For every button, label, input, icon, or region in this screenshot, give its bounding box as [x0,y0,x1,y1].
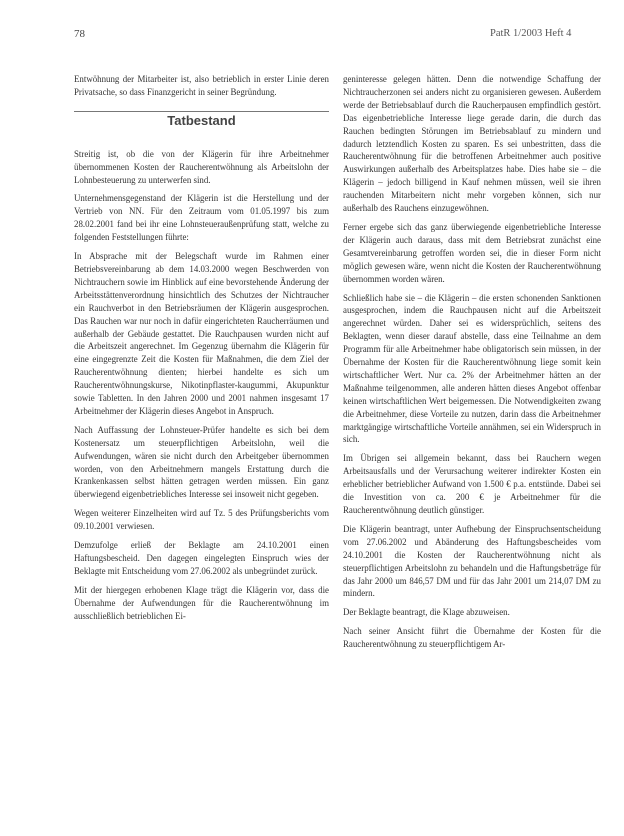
paragraph: geninteresse gelegen hätten. Denn die notwendige Schaffung der Nichtraucherzonen sei anders nicht zu organisieren gewesen. Außerdem werde der Betriebsablauf durch die Raucherpausen empfindlich gestört. Das eigenbetriebliche Interesse liege gerade darin, die durch das Rauchen bedingten Störungen im Betriebsablauf zu mindern und dadurch letztendlich Kosten zu sparen. Es sei unbestritten, dass die Raucherentwöhnung für die betroffenen Arbeitnehmer auch positive Auswirkungen außerhalb des Arbeitsplatzes habe. Dies habe sie – die Klägerin – jedoch billigend in Kauf nehmen müssen, weil sie ihren rauchenden Mitarbeitern nicht mehr vorgeben können, sich nur außerhalb des Rauchens einzugewöhnen. [343,74,601,214]
paragraph: Wegen weiterer Einzelheiten wird auf Tz. 5 des Prüfungsberichts vom 09.10.2001 verwiesen. [74,508,329,532]
section-title: Tatbestand [167,112,236,128]
paragraph: Schließlich habe sie – die Klägerin – die ersten schonenden Sanktionen ausgesprochen, indem die Rauchpausen nicht auf die Arbeitszeit angerechnet würden. Daher sei es widersprüchlich, seitens des Beklagten, wenn dieser darauf abstelle, dass eine Teilnahme an dem Programm für alle Arbeitnehmer habe obligatorisch sein müssen, in der Übernahme der Kosten für die Raucherentwöhnung liege somit kein wirtschaftlicher Wert. Nur ca. 2% der Arbeitnehmer hätten an der Maßnahme teilgenommen, alle anderen hätten dieses Angebot offenbar keinen wirtschaftlichen Wert beigemessen. Die Notwendigkeiten zwang die Arbeitnehmer, diese Vorteile zu nutzen, darin dass die Arbeitnehmer marktgängige wirtschaftliche Vorteile annähmen, sei ein Widerspruch in sich. [343,292,601,445]
paragraph: Nach Auffassung der Lohnsteuer-Prüfer handelte es sich bei dem Kostenersatz um steuerpflichtigen Arbeitslohn, weil die Aufwendungen, wären sie nicht durch den Arbeitgeber übernommen worden, von den Arbeitnehmern mangels Erstattung durch die Krankenkassen selbst hätten getragen werden müssen. Ein ganz überwiegend eigenbetriebliches Interesse sei insoweit nicht gegeben. [74,424,329,500]
paragraph: Streitig ist, ob die von der Klägerin für ihre Arbeitnehmer übernommenen Kosten der Raucherentwöhnung als Arbeitslohn der Lohnbesteuerung zu unterwerfen sind. [74,148,329,185]
page-number: 78 [74,28,85,40]
intro-paragraph: Entwöhnung der Mitarbeiter ist, also betrieblich in erster Linie deren Privatsache, so dass Finanzgericht in seiner Begründung. [74,74,329,97]
section-rule [74,111,329,112]
paragraph: In Absprache mit der Belegschaft wurde im Rahmen einer Betriebsvereinbarung ab dem 14.03.2000 wegen Beschwerden von Nichtrauchern sowie im Hinblick auf eine bevorstehende Änderung der Arbeitsstättenverordnung hinsichtlich des Schutzes der Nichtraucher ein Rauchverbot in den Betriebsräumen der Klägerin ausgesprochen. Das Rauchen war nur noch in dafür eingerichteten Raucherräumen und außerhalb der Gebäude gestattet. Die Rauchpausen wurden nicht auf die Arbeitszeit angerechnet. Im Gegenzug übernahm die Klägerin für eine eingegrenzte Zeit die Kosten für Maßnahmen, die dem Ziel der Raucherentwöhnung dienten; hierbei handelte es sich um Raucherentwöhnungskurse, Nikotinpflaster-kaugummi, Akupunktur sowie Tabletten. In den Jahren 2000 und 2001 nahmen insgesamt 17 Arbeitnehmer der Klägerin dieses Angebot in Anspruch. [74,251,329,416]
paragraph: Demzufolge erließ der Beklagte am 24.10.2001 einen Haftungsbescheid. Den dagegen eingelegten Einspruch wies der Beklagte mit Entscheidung vom 27.06.2002 als unbegründet zurück. [74,540,329,576]
paragraph: Nach seiner Ansicht führt die Übernahme der Kosten für die Raucherentwöhnung zu steuerpflichtigem Ar- [343,626,601,650]
running-head: PatR 1/2003 Heft 4 [490,28,572,39]
paragraph: Unternehmensgegenstand der Klägerin ist die Herstellung und der Vertrieb von NN. Für den Zeitraum vom 01.05.1997 bis zum 28.02.2001 fand bei ihr eine Lohnsteueraußenprüfung statt, welche zu folgenden Feststellungen führte: [74,193,329,243]
paragraph: Mit der hiergegen erhobenen Klage trägt die Klägerin vor, dass die Übernahme der Aufwendungen für die Raucherentwöhnung im ausschließlich betrieblichen Ei- [74,584,329,621]
right-column [343,73,601,657]
paragraph: Ferner ergebe sich das ganz überwiegende eigenbetriebliche Interesse der Klägerin auch daraus, dass mit dem Betriebsrat zunächst eine Gesamtvereinbarung getroffen worden sei, die in dieser Form nicht möglich gewesen wäre, wenn nicht die Kosten der Raucherentwöhnung übernommen worden wären. [343,221,601,284]
paragraph: Der Beklagte beantragt, die Klage abzuweisen. [343,607,510,618]
paragraph: Im Übrigen sei allgemein bekannt, dass bei Rauchern wegen Arbeitsausfalls und der Verursachung weiterer indirekter Kosten ein erheblicher betrieblicher Aufwand von 1.500 € p.a. entstünde. Dabei sei die Investition von ca. 200 € je Arbeitnehmer für die Raucherentwöhnung deutlich günstiger. [343,453,601,515]
left-column [74,73,329,629]
paragraph: Die Klägerin beantragt, unter Aufhebung der Einspruchsentscheidung vom 27.06.2002 und Abänderung des Haftungsbescheides vom 24.10.2001 die Kosten der Raucherentwöhnung nicht als steuerpflichtigen Arbeitslohn zu behandeln und die Haftungsbeträge für das Jahr 2000 um 846,57 DM und für das Jahr 2001 um 214,07 DM zu mindern. [343,523,601,599]
